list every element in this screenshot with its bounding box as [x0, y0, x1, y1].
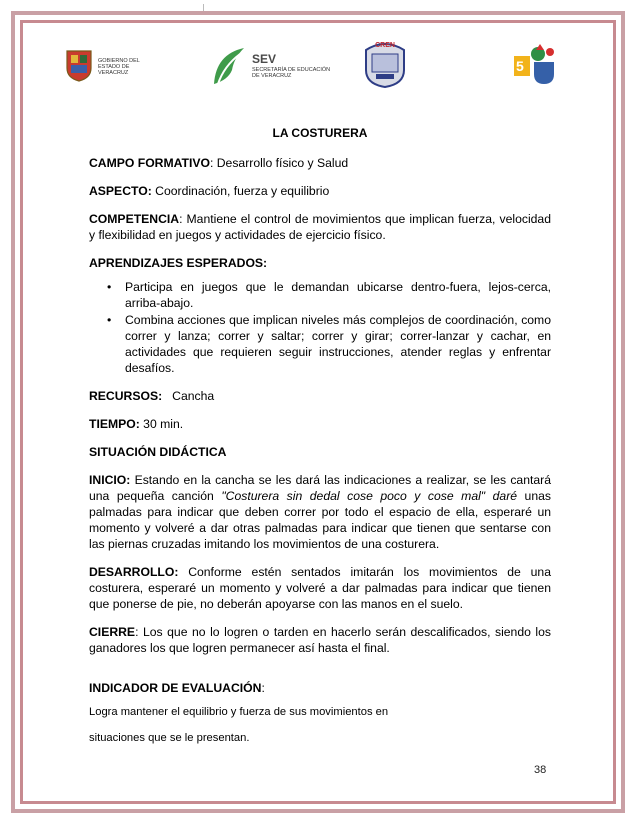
competencia	[89, 211, 551, 243]
page-number: 38	[534, 764, 547, 776]
campo-label: CAMPO FORMATIVO	[89, 156, 210, 170]
situacion-didactica	[89, 444, 551, 460]
recursos	[89, 388, 551, 404]
bullet-icon: •	[107, 313, 112, 327]
inicio	[89, 472, 551, 552]
aprendizajes-label: APRENDIZAJES ESPERADOS:	[89, 256, 268, 270]
recursos-label: RECURSOS:	[89, 389, 163, 403]
competencia-label: COMPETENCIA	[89, 212, 180, 226]
indicador-sep: :	[261, 681, 265, 695]
tiempo-value: 30 min.	[139, 417, 184, 431]
sev-leaf-icon	[210, 44, 248, 88]
desarrollo	[89, 564, 551, 612]
campo-formativo	[89, 155, 551, 171]
lesson-content	[89, 125, 551, 756]
tiempo-label: TIEMPO:	[89, 417, 140, 431]
situacion-label: SITUACIÓN DIDÁCTICA	[89, 445, 227, 459]
five-logo	[510, 42, 560, 86]
indicador-heading	[89, 680, 551, 696]
list-item	[107, 279, 551, 311]
five-logo-number: 5	[516, 58, 524, 74]
indicador-label: INDICADOR DE EVALUACIÓN	[89, 681, 262, 695]
bullet-icon: •	[107, 280, 112, 294]
inicio-song: "Costurera sin dedal cose poco y cose mal" daré	[221, 489, 518, 503]
desarrollo-value: Conforme estén sentados imitarán los movimientos de una costurera, esperaré un momento y volveré a dar palmadas para indicar que tienen que ponerse de pie, no deberán apoyarse con las manos en el suelo.	[89, 565, 551, 611]
aspecto	[89, 183, 551, 199]
page-title: LA COSTURERA	[272, 126, 368, 140]
recursos-value: Cancha	[172, 389, 215, 403]
cierre	[89, 624, 551, 656]
aprendizajes-list	[89, 279, 551, 376]
campo-value: Desarrollo físico y Salud	[213, 156, 349, 170]
campo-sep: :	[209, 156, 214, 170]
desarrollo-label: DESARROLLO:	[89, 565, 179, 579]
aprendizaje-2: Combina acciones que implican niveles más complejos de coordinación, como correr y lanza; correr y saltar; correr y girar; correr-lanzar y cachar, en actividades que requieren seguir instrucciones, atender reglas y enfrentar desafíos.	[125, 313, 551, 375]
veracruz-shield-icon	[64, 48, 94, 82]
list-item	[107, 312, 551, 376]
sev-logo-name: SEV	[252, 52, 277, 66]
veracruz-logo-line1: GOBIERNO DEL	[98, 58, 140, 64]
cren-logo	[362, 40, 408, 88]
indicador-line1: Logra mantener el equilibrio y fuerza de sus movimientos en	[89, 706, 389, 718]
aprendizaje-1: Participa en juegos que le demandan ubicarse dentro-fuera, lejos-cerca, arriba-abajo.	[125, 280, 551, 310]
sev-logo	[210, 44, 340, 88]
cierre-value: : Los que no lo logren o tarden en hacerlo serán descalificados, siendo los ganadores los que logren permanecer así hasta el final.	[89, 625, 551, 655]
inicio-text1: Estando en la cancha se les dará las indicaciones a realizar, se les cantará una pequeña canción	[89, 473, 551, 503]
cierre-label: CIERRE	[89, 625, 136, 639]
sev-logo-line2: DE VERACRUZ	[252, 73, 292, 79]
inicio-text2: unas palmadas para indicar que deben correr por todo el espacio de ella, esperaré un momento y volveré a dar otras palmadas para indicar que tienen que sentarse con las piernas cruzadas imitando los movimientos de una costurera.	[89, 489, 551, 551]
sev-logo-line1: SECRETARÍA DE EDUCACIÓN	[252, 67, 331, 73]
tiempo	[89, 416, 551, 432]
inicio-label: INICIO:	[89, 473, 131, 487]
aprendizajes-heading	[89, 255, 551, 271]
cren-logo-name: CREN	[375, 42, 395, 49]
competencia-value: : Mantiene el control de movimientos que implican fuerza, velocidad y flexibilidad en juegos y actividades de ejercicio físico.	[89, 212, 551, 242]
aspecto-label: ASPECTO:	[89, 184, 152, 198]
header-logos	[60, 40, 580, 90]
aspecto-value: Coordinación, fuerza y equilibrio	[151, 184, 330, 198]
indicador-line2: situaciones que se le presentan.	[89, 732, 250, 744]
veracruz-government-logo	[64, 48, 154, 84]
veracruz-logo-line2: ESTADO DE VERACRUZ	[98, 64, 130, 76]
